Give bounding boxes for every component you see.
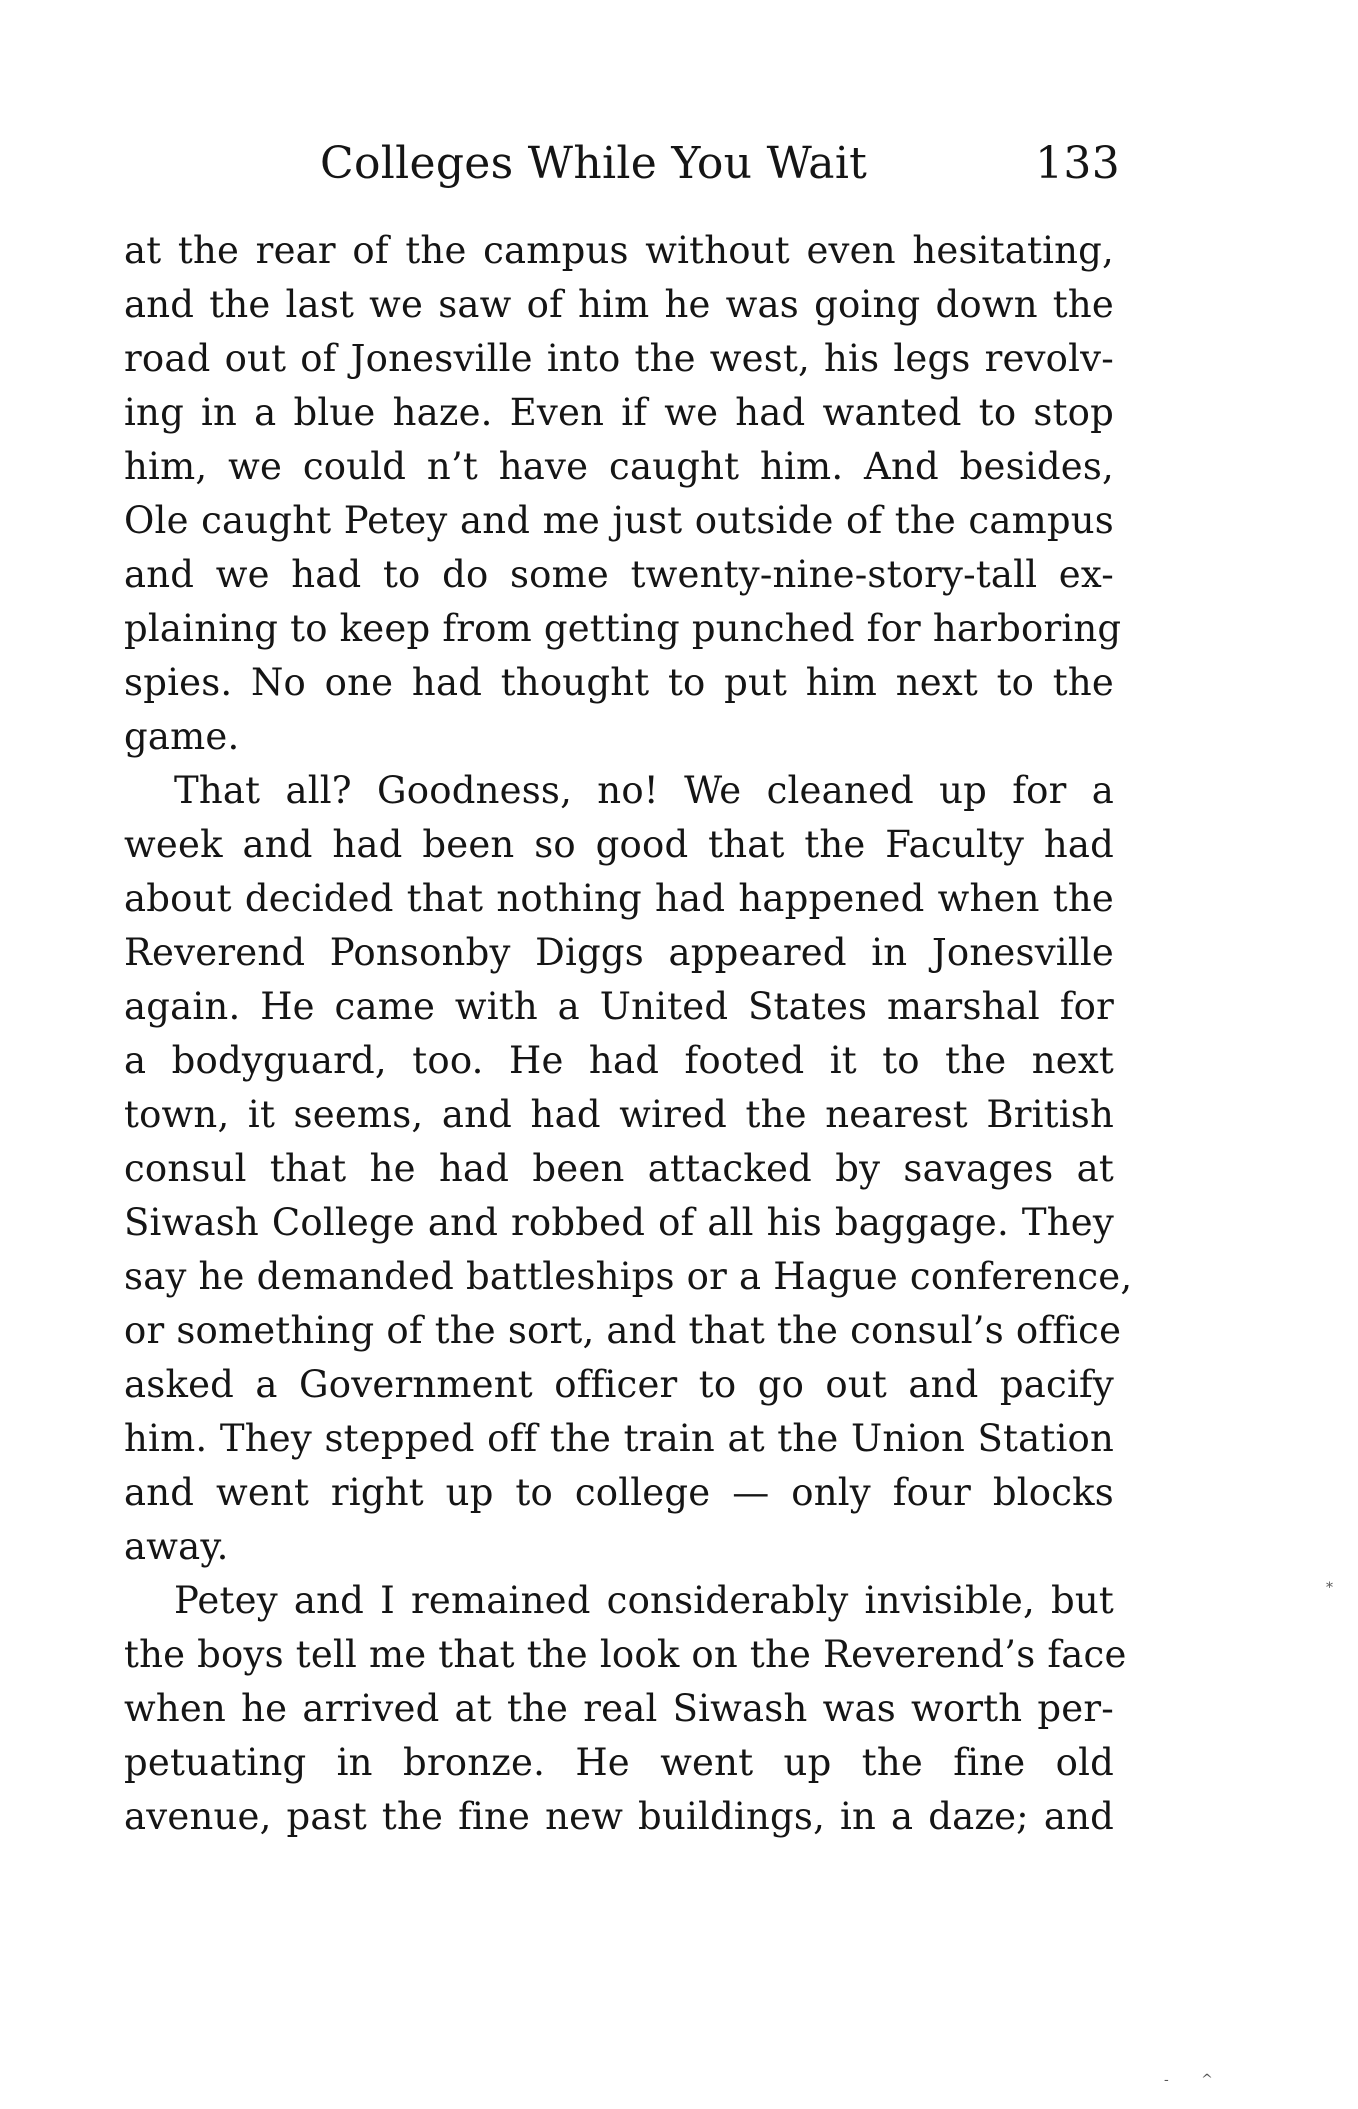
text-line: Siwash College and robbed of all his baggage. They <box>124 1201 1114 1244</box>
text-line: town, it seems, and had wired the nearest British <box>124 1093 1114 1136</box>
page-number: 133 <box>1035 138 1120 189</box>
text-line: the boys tell me that the look on the Reverend’s face <box>124 1633 1127 1676</box>
text-line: again. He came with a United States marshal for <box>124 985 1114 1028</box>
chapter-title: Colleges While You Wait <box>320 138 868 189</box>
text-line: Reverend Ponsonby Diggs appeared in Jonesville <box>124 931 1114 974</box>
text-line: week and had been so good that the Faculty had <box>124 823 1114 866</box>
text-line: Petey and I remained considerably invisible, but <box>174 1579 1114 1622</box>
body-text <box>124 224 1133 1844</box>
text-line: That all? Goodness, no! We cleaned up for a <box>174 769 1114 812</box>
text-line: game. <box>124 715 240 758</box>
paragraph <box>124 764 1133 1574</box>
text-line: and went right up to college — only four blocks <box>124 1471 1114 1514</box>
text-line: or something of the sort, and that the consul’s office <box>124 1309 1122 1352</box>
paragraph <box>124 224 1122 764</box>
text-line: asked a Government officer to go out and pacify <box>124 1363 1114 1406</box>
text-line: him, we could n’t have caught him. And besides, <box>124 445 1114 488</box>
text-line: and we had to do some twenty-nine-story-tall ex- <box>124 553 1114 596</box>
text-line: avenue, past the fine new buildings, in a daze; and <box>124 1795 1114 1838</box>
text-line: at the rear of the campus without even hesitating, <box>124 229 1114 272</box>
text-line: a bodyguard, too. He had footed it to the next <box>124 1039 1114 1082</box>
margin-speck: * <box>1326 1580 1333 1596</box>
text-line: when he arrived at the real Siwash was worth per- <box>124 1687 1114 1730</box>
text-line: consul that he had been attacked by savages at <box>124 1147 1114 1190</box>
text-line: him. They stepped off the train at the Union Station <box>124 1417 1114 1460</box>
paragraph <box>124 1574 1127 1844</box>
text-line: petuating in bronze. He went up the fine old <box>124 1741 1114 1784</box>
text-line: and the last we saw of him he was going down the <box>124 283 1114 326</box>
text-line: away. <box>124 1525 229 1568</box>
running-head <box>320 134 1120 194</box>
text-line: Ole caught Petey and me just outside of the campus <box>124 499 1114 542</box>
text-line: about decided that nothing had happened when the <box>124 877 1114 920</box>
text-line: ing in a blue haze. Even if we had wanted to stop <box>124 391 1114 434</box>
text-line: plaining to keep from getting punched for harboring <box>124 607 1122 650</box>
text-line: spies. No one had thought to put him next to the <box>124 661 1114 704</box>
bottom-speck: - ^ <box>1164 2072 1227 2088</box>
text-line: say he demanded battleships or a Hague conference, <box>124 1255 1133 1298</box>
text-line: road out of Jonesville into the west, his legs revolv- <box>124 337 1114 380</box>
